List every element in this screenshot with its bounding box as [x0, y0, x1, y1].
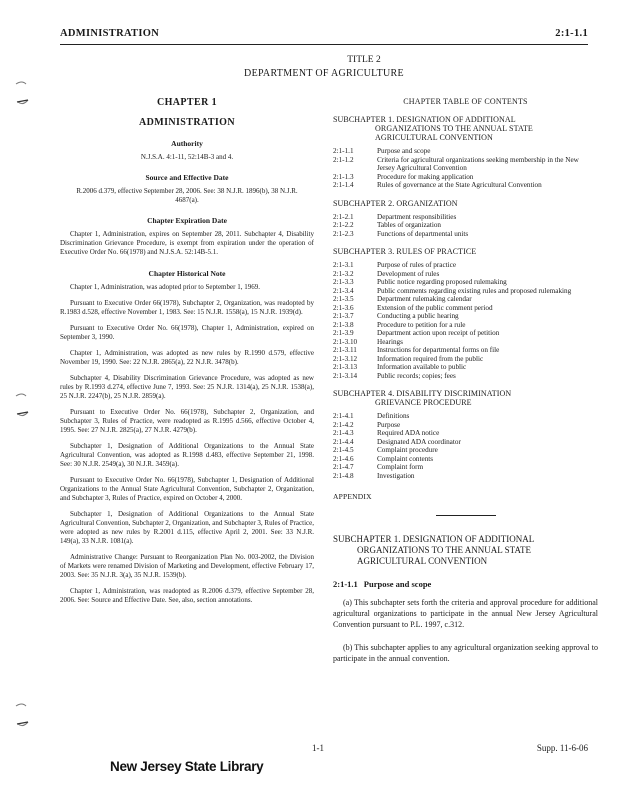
- toc-entry-title: Complaint contents: [377, 454, 434, 463]
- toc-entry-number: 2:1-2.1: [333, 212, 354, 221]
- history-note: Pursuant to Executive Order No. 66(1978), Chapter 1, Administration, expired on September 3, 1990.: [60, 324, 314, 341]
- chapter-number: CHAPTER 1: [157, 97, 217, 108]
- toc-subchapter-1-sections: [333, 147, 598, 190]
- toc-entry-title: Required ADA notice: [377, 429, 440, 437]
- toc-entry-number: 2:1-3.11: [333, 346, 357, 354]
- toc-entry[interactable]: [333, 304, 598, 313]
- toc-entry-number: 2:1-3.10: [333, 337, 358, 346]
- toc-entry-title: Purpose: [377, 420, 401, 429]
- toc-entry[interactable]: [333, 295, 598, 304]
- toc-entry-number: 2:1-4.5: [333, 446, 354, 454]
- body-subchapter-title-line: SUBCHAPTER 1. DESIGNATION OF ADDITIONAL: [333, 534, 535, 544]
- body-subchapter-title: [333, 534, 598, 567]
- toc-entry-number: 2:1-3.6: [333, 303, 354, 312]
- toc-entry[interactable]: [333, 355, 598, 364]
- body-subchapter-title-line: AGRICULTURAL CONVENTION: [357, 556, 488, 566]
- toc-subchapter-title-line: SUBCHAPTER 1. DESIGNATION OF ADDITIONAL: [333, 115, 516, 124]
- toc-entry[interactable]: [333, 230, 598, 239]
- toc-subchapter-title-line: GRIEVANCE PROCEDURE: [375, 398, 472, 407]
- toc-entry-number: 2:1-4.3: [333, 429, 354, 437]
- toc-subchapter-4-sections: [333, 412, 598, 480]
- toc-entry[interactable]: [333, 181, 598, 190]
- toc-entry-number: 2:1-4.4: [333, 437, 354, 446]
- toc-entry-title: Department responsibilities: [377, 212, 457, 221]
- toc-entry[interactable]: [333, 429, 598, 438]
- library-stamp: New Jersey State Library: [110, 759, 264, 774]
- toc-entry[interactable]: [333, 261, 598, 270]
- punch-hole-icon: [14, 78, 30, 108]
- toc-entry[interactable]: [333, 455, 598, 464]
- toc-subchapter-title-line: SUBCHAPTER 3. RULES OF PRACTICE: [333, 247, 477, 256]
- toc-entry-number: 2:1-3.1: [333, 261, 354, 269]
- toc-entry-number: 2:1-3.7: [333, 312, 354, 320]
- toc-entry[interactable]: [333, 173, 598, 182]
- toc-entry[interactable]: [333, 147, 598, 156]
- toc-entry-number: 2:1-3.8: [333, 320, 354, 329]
- toc-entry-title: Procedure to petition for a rule: [377, 320, 466, 329]
- toc-heading: CHAPTER TABLE OF CONTENTS: [403, 97, 528, 106]
- history-note: Pursuant to Executive Order No. 66(1978), Subchapter 1, Designation of Additional Organizations to the Annual State Agricultural Convention, Subchapter 2, Organization, and Subchapter 3, Rules of Practice, expired on October 4, 2000.: [60, 476, 314, 502]
- toc-entry-title: Criteria for agricultural organizations seeking membership in the New Jersey Agricultural Convention: [377, 155, 579, 172]
- toc-subchapter-title-line: SUBCHAPTER 2. ORGANIZATION: [333, 198, 458, 208]
- toc-entry[interactable]: [333, 221, 598, 230]
- toc-entry-number: 2:1-4.7: [333, 463, 354, 471]
- title-block: [60, 55, 588, 79]
- toc-entry-title: Investigation: [377, 471, 415, 480]
- toc-entry-title: Functions of departmental units: [377, 229, 469, 238]
- toc-entry[interactable]: [333, 278, 598, 287]
- toc-entry-title: Hearings: [377, 337, 403, 346]
- toc-entry-title: Instructions for departmental forms on file: [377, 346, 500, 354]
- expiration-heading: Chapter Expiration Date: [147, 216, 227, 225]
- toc-entry-number: 2:1-3.14: [333, 371, 358, 380]
- toc-entry-title: Public notice regarding proposed rulemaking: [377, 278, 507, 286]
- toc-entry[interactable]: [333, 213, 598, 222]
- toc-entry-title: Designated ADA coordinator: [377, 437, 461, 446]
- history-note: Subchapter 1, Designation of Additional Organizations to the Annual State Agricultural Convention, Subchapter 2, Organization, and Subchapter 3, Rules of Practice, were adopted as new rules by R.2001 d.115, effective April 2, 2001. See: 33 N.J.R. 149(a), 33 N.J.R. 1081(a).: [60, 510, 314, 545]
- toc-entry-number: 2:1-1.1: [333, 147, 354, 155]
- history-note: Pursuant to Executive Order 66(1978), Subchapter 2, Organization, was readopted by R.1983 d.528, effective November 1, 1983. See: 15 N.J.R. 1558(a), 15 N.J.R. 1939(d).: [60, 299, 314, 316]
- toc-entry-number: 2:1-3.2: [333, 269, 354, 278]
- history-heading: Chapter Historical Note: [148, 269, 226, 278]
- toc-subchapter-2-sections: [333, 213, 598, 239]
- toc-entry-title: Department action upon receipt of petition: [377, 329, 500, 337]
- toc-subchapter-title-line: AGRICULTURAL CONVENTION: [375, 133, 493, 142]
- toc-entry-title: Procedure for making application: [377, 172, 474, 181]
- toc-entry-title: Development of rules: [377, 269, 440, 278]
- toc-entry[interactable]: [333, 438, 598, 447]
- toc-entry-title: Tables of organization: [377, 221, 442, 229]
- toc-entry-title: Conducting a public hearing: [377, 312, 459, 320]
- toc-entry[interactable]: [333, 421, 598, 430]
- toc-entry-number: 2:1-4.1: [333, 412, 354, 420]
- left-column: [60, 94, 314, 605]
- toc-entry[interactable]: [333, 156, 598, 173]
- header-rule: [60, 44, 588, 45]
- toc-entry[interactable]: [333, 446, 598, 455]
- toc-entry-title: Purpose of rules of practice: [377, 261, 457, 269]
- toc-entry-title: Complaint form: [377, 463, 424, 471]
- section-title: Purpose and scope: [363, 579, 432, 589]
- section-divider: [436, 515, 496, 516]
- history-note: Chapter 1, Administration, was adopted as new rules by R.1990 d.579, effective November 19, 1990. See: 22 N.J.R. 2865(a), 22 N.J.R. 3478(b).: [60, 349, 314, 366]
- toc-entry-number: 2:1-3.4: [333, 286, 354, 295]
- toc-entry-title: Extension of the public comment period: [377, 303, 493, 312]
- toc-entry-title: Department rulemaking calendar: [377, 295, 472, 303]
- history-note: Administrative Change: Pursuant to Reorganization Plan No. 003-2002, the Division of Markets were renamed Division of Marketing and Development, effective February 17, 2003. See: 35 N.J.R. 3(a), 35 N.J.R. 1539(b).: [60, 553, 314, 579]
- toc-entry-title: Public records; copies; fees: [377, 371, 456, 380]
- authority-heading: Authority: [171, 139, 203, 148]
- supplement-date: Supp. 11-6-06: [536, 743, 588, 753]
- body-subchapter-title-line: ORGANIZATIONS TO THE ANNUAL STATE: [357, 545, 531, 555]
- toc-entry-title: Purpose and scope: [377, 147, 431, 155]
- history-list: [60, 283, 314, 605]
- punch-hole-icon: [14, 390, 30, 420]
- toc-entry-title: Information required from the public: [377, 354, 484, 363]
- source-text: R.2006 d.379, effective September 28, 2006. See: 38 N.J.R. 1896(b), 38 N.J.R. 4687(a).: [76, 187, 298, 204]
- toc-entry-number: 2:1-2.3: [333, 229, 354, 238]
- right-column: [333, 94, 598, 664]
- toc-subchapter-2-title: [333, 199, 598, 208]
- toc-entry-number: 2:1-4.2: [333, 420, 354, 429]
- toc-subchapter-title-line: ORGANIZATIONS TO THE ANNUAL STATE: [375, 124, 533, 133]
- chapter-name: ADMINISTRATION: [139, 117, 235, 128]
- toc-subchapter-title-line: SUBCHAPTER 4. DISABILITY DISCRIMINATION: [333, 389, 512, 398]
- toc-entry[interactable]: [333, 329, 598, 338]
- toc-appendix[interactable]: APPENDIX: [333, 492, 372, 501]
- toc-entry-title: Rules of governance at the State Agricultural Convention: [377, 181, 542, 189]
- toc-entry[interactable]: [333, 338, 598, 347]
- toc-entry-number: 2:1-3.12: [333, 354, 358, 363]
- department-name: DEPARTMENT OF AGRICULTURE: [244, 68, 404, 79]
- history-note: Pursuant to Executive Order No. 66(1978), Subchapter 2, Organization, and Subchapter 3, Rules of Practice, were readopted as R.1995 d.566, effective October 4, 1995. See: 27 N.J.R. 2825(a), 27 N.J.R. 4279(b).: [60, 408, 314, 434]
- toc-entry[interactable]: [333, 312, 598, 321]
- history-note: Chapter 1, Administration, was readopted as R.2006 d.379, effective September 28, 2006. See: Source and Effective Date. See, also, section annotations.: [60, 587, 314, 604]
- authority-text: N.J.S.A. 4:1-11, 52:14B-3 and 4.: [140, 153, 234, 161]
- expiration-text: Chapter 1, Administration, expires on September 28, 2011. Subchapter 4, Disability Discrimination Grievance Procedure, is exempt from expiration under the operation of Executive Order No. 66(1978) and N.J.S.A. 52:14B-5.1.: [60, 230, 314, 256]
- toc-entry-number: 2:1-1.2: [333, 155, 354, 164]
- toc-entry[interactable]: [333, 321, 598, 330]
- toc-subchapter-4-title: [333, 389, 598, 407]
- toc-entry-number: 2:1-1.3: [333, 172, 354, 181]
- toc-entry[interactable]: [333, 412, 598, 421]
- toc-entry-title: Public comments regarding existing rules and proposed rulemaking: [377, 286, 572, 295]
- history-note: Subchapter 4, Disability Discrimination Grievance Procedure, was adopted as new rules by R.1993 d.274, effective June 7, 1993. See: 25 N.J.R. 1314(a), 25 N.J.R. 1538(a), 25 N.J.R. 2247(b), 25 N.J.R. 2859(a).: [60, 374, 314, 400]
- toc-subchapter-3-title: [333, 247, 598, 256]
- toc-entry[interactable]: [333, 346, 598, 355]
- toc-entry-number: 2:1-4.8: [333, 471, 354, 480]
- toc-entry[interactable]: [333, 463, 598, 472]
- punch-hole-icon: [14, 700, 30, 730]
- header-section-number: 2:1-1.1: [555, 28, 588, 39]
- toc-entry-number: 2:1-3.3: [333, 278, 354, 286]
- title-number: TITLE 2: [347, 55, 381, 65]
- running-header: [60, 28, 588, 42]
- toc-entry-number: 2:1-2.2: [333, 221, 354, 229]
- toc-entry[interactable]: [333, 472, 598, 481]
- toc-entry-number: 2:1-4.6: [333, 454, 354, 463]
- toc-subchapter-3-sections: [333, 261, 598, 380]
- section-paragraph: (a) This subchapter sets forth the criteria and approval procedure for additional agricultural organizations to participate in the annual New Jersey Agricultural Convention pursuant to P.L. 1997, c.312.: [333, 598, 598, 629]
- source-heading: Source and Effective Date: [145, 173, 229, 182]
- history-note: Subchapter 1, Designation of Additional Organizations to the Annual State Agricultural Convention, was adopted as R.1998 d.483, effective September 21, 1998. See: 30 N.J.R. 2549(a), 30 N.J.R. 3459(a).: [60, 442, 314, 468]
- toc-entry[interactable]: [333, 287, 598, 296]
- page-number: 1-1: [312, 743, 324, 753]
- toc-entry-title: Definitions: [377, 412, 410, 420]
- header-chapter-name: ADMINISTRATION: [60, 28, 160, 39]
- toc-entry[interactable]: [333, 363, 598, 372]
- section-paragraph: (b) This subchapter applies to any agricultural organization seeking approval to participate in the annual convention.: [333, 643, 598, 663]
- toc-entry-number: 2:1-3.13: [333, 363, 358, 371]
- section-number: 2:1-1.1: [333, 579, 358, 589]
- toc-entry-number: 2:1-1.4: [333, 181, 354, 189]
- history-note: Chapter 1, Administration, was adopted prior to September 1, 1969.: [70, 283, 260, 291]
- section-heading: [333, 579, 598, 589]
- toc-entry[interactable]: [333, 372, 598, 381]
- toc-entry[interactable]: [333, 270, 598, 279]
- toc-entry-title: Complaint procedure: [377, 446, 438, 454]
- toc-entry-number: 2:1-3.9: [333, 329, 354, 337]
- toc-entry-number: 2:1-3.5: [333, 295, 354, 303]
- toc-entry-title: Information available to public: [377, 363, 467, 371]
- toc-subchapter-1-title: [333, 115, 598, 142]
